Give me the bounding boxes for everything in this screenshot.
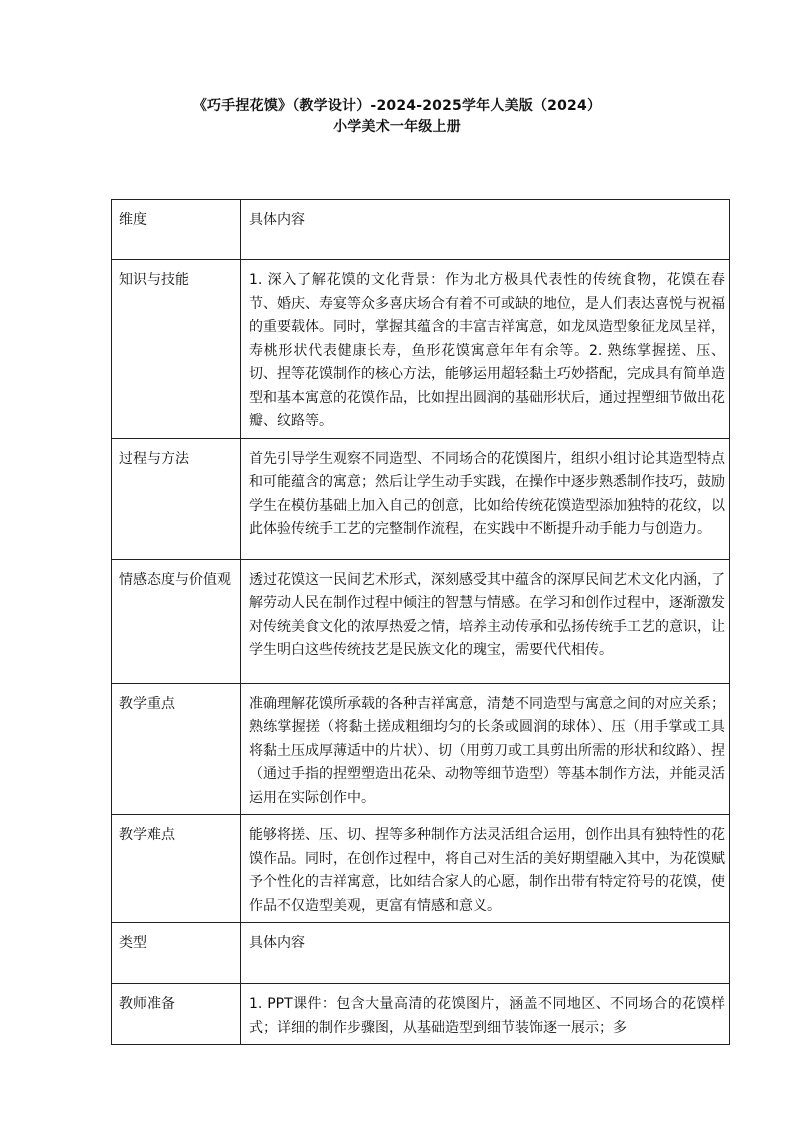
table-cell-content: 准确理解花馍所承载的各种吉祥寓意，清楚不同造型与寓意之间的对应关系；熟练掌握搓（将黏土搓成粗细均匀的长条或圆润的球体）、压（用手掌或工具将黏土压成厚薄适中的片状）、切（用剪刀或工具剪出所需的形状和纹路）、捏（通过手指的捏塑塑造出花朵、动物等细节造型）等基本制作方法，并能灵活运用在实际创作中。 <box>241 683 730 815</box>
table-row-teaching-focus <box>112 683 730 815</box>
table-cell-label: 类型 <box>112 923 241 984</box>
table-cell-content: 具体内容 <box>241 200 730 260</box>
table-cell-label: 情感态度与价值观 <box>112 559 241 683</box>
table-cell-label: 维度 <box>112 200 241 260</box>
table-cell-content: 首先引导学生观察不同造型、不同场合的花馍图片，组织小组讨论其造型特点和可能蕴含的寓意；然后让学生动手实践，在操作中逐步熟悉制作技巧，鼓励学生在模仿基础上加入自己的创意，比如给传统花馍造型添加独特的花纹，以此体验传统手工艺的完整制作流程，在实践中不断提升动手能力与创造力。 <box>241 438 730 559</box>
table-row-process-method <box>112 438 730 559</box>
table-row-teacher-preparation <box>112 984 730 1045</box>
table-row-header <box>112 200 730 260</box>
table-cell-content: 透过花馍这一民间艺术形式，深刻感受其中蕴含的深厚民间艺术文化内涵，了解劳动人民在制作过程中倾注的智慧与情感。在学习和创作过程中，逐渐激发对传统美食文化的浓厚热爱之情，培养主动传承和弘扬传统手工艺的意识，让学生明白这些传统技艺是民族文化的瑰宝，需要代代相传。 <box>241 559 730 683</box>
table-row-emotion-values <box>112 559 730 683</box>
table-cell-label: 过程与方法 <box>112 438 241 559</box>
table-cell-content: 1. 深入了解花馍的文化背景：作为北方极具代表性的传统食物，花馍在春节、婚庆、寿宴等众多喜庆场合有着不可或缺的地位，是人们表达喜悦与祝福的重要载体。同时，掌握其蕴含的丰富吉祥寓意，如龙凤造型象征龙凤呈祥，寿桃形状代表健康长寿，鱼形花馍寓意年年有余等。2. 熟练掌握搓、压、切、捏等花馍制作的核心方法，能够运用超轻黏土巧妙搭配，完成具有简单造型和基本寓意的花馍作品，比如捏出圆润的基础形状后，通过捏塑细节做出花瓣、纹路等。 <box>241 260 730 439</box>
document-title <box>0 96 794 138</box>
table-cell-content: 具体内容 <box>241 923 730 984</box>
table-row-knowledge-skills <box>112 260 730 439</box>
table-row-teaching-difficulty <box>112 815 730 923</box>
table-cell-label: 教师准备 <box>112 984 241 1045</box>
table-cell-label: 教学难点 <box>112 815 241 923</box>
teaching-design-table <box>111 199 730 1045</box>
table-cell-content: 能够将搓、压、切、捏等多种制作方法灵活组合运用，创作出具有独特性的花馍作品。同时，在创作过程中，将自己对生活的美好期望融入其中，为花馍赋予个性化的吉祥寓意，比如结合家人的心愿，制作出带有特定符号的花馍，使作品不仅造型美观，更富有情感和意义。 <box>241 815 730 923</box>
table-cell-label: 知识与技能 <box>112 260 241 439</box>
document-title-line-1: 《巧手捏花馍》（教学设计）-2024-2025学年人美版（2024） <box>192 98 602 114</box>
table-row-type-header <box>112 923 730 984</box>
document-title-line-2: 小学美术一年级上册 <box>333 119 461 135</box>
table-cell-content: 1. PPT课件：包含大量高清的花馍图片，涵盖不同地区、不同场合的花馍样式；详细的制作步骤图，从基础造型到细节装饰逐一展示；多 <box>241 984 730 1045</box>
table-cell-label: 教学重点 <box>112 683 241 815</box>
